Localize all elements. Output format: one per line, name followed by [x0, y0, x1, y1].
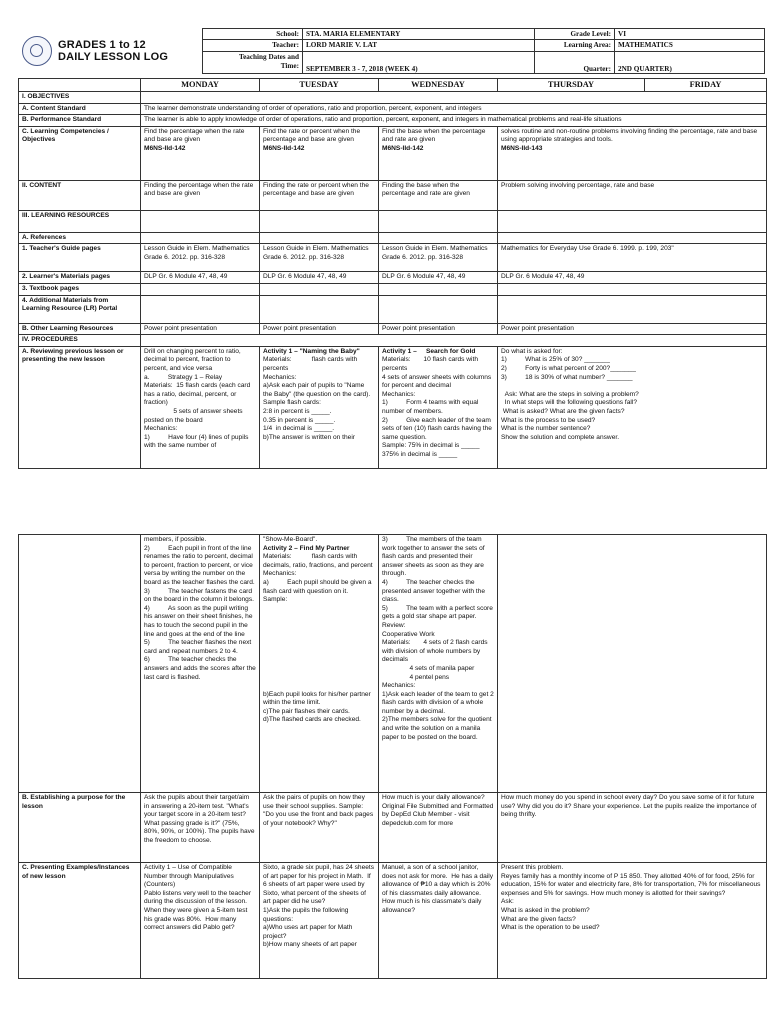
content-label: II. CONTENT — [19, 180, 141, 210]
present-tuesday: Sixto, a grade six pupil, has 24 sheets of art paper for his project in Math. If 6 sheets of art paper were used by Sixto, what percent of the sheets of art paper did he use? 1)Ask the pupils the following questions: a)Who uses art paper for Math project? b)How many sheets of art paper — [260, 863, 379, 979]
additional-materials-label: 4. Additional Materials from Learning Resource (LR) Portal — [19, 295, 141, 323]
header-info-table — [202, 28, 765, 74]
olr-tuesday: Power point presentation — [260, 323, 379, 335]
present-thursday: Present this problem. Reyes family has a monthly income of P 15 850. They allotted 40% of for food, 25% for education, 15% for water and electricity fare, 8% for transportation, 7% for miscellaneous expenses and 5% for savings. How much money is allotted for their savings? Ask: What is asked in the problem? What are the given facts? What is the operation to be used? — [498, 863, 767, 979]
lesson-log-page-1 — [18, 28, 766, 469]
procedures-label: IV. PROCEDURES — [19, 335, 141, 347]
lm-monday: DLP Gr. 6 Module 47, 48, 49 — [141, 272, 260, 284]
logo-area — [18, 28, 202, 74]
continued-monday: members, if possible. 2) Each pupil in front of the line renames the ratio to percent, decimal to percent, fraction to percent, or vice versa by writing the number on the board as the teacher flashes the card. 3) The teacher fastens the card on the board in the column it belongs. 4) As soon as the pupil writing his answer on their sheet finishes, he has to touch the second pupil in the line and goes at the end of the line 5) The teacher flashes the next card and repeat numbers 2 to 4. 6) The teacher checks the answers and adds the scores after the last card is flashed. — [141, 535, 260, 793]
review-tuesday: Activity 1 – "Naming the Baby" Materials: flash cards with percents Mechanics: a)Ask each pair of pupils to "Name the Baby" (the question on the card). Sample flash cards: 2:8 in percent is _____. 0.35 in percent is _____. 1/4 in decimal is _____. b)The answer is written on their — [260, 346, 379, 468]
olr-thursday: Power point presentation — [498, 323, 767, 335]
purpose-monday: Ask the pupils about their target/aim in answering a 20-item test. "What's your target score in a 20-item test? What passing grade is it?" (75%, 80%, 90%, or 100%). The pupils have the freedom to choose. — [141, 793, 260, 863]
day-tuesday: TUESDAY — [260, 79, 379, 92]
continued-wednesday: 3) The members of the team work together to answer the sets of flash cards and presented their answer sheets as soon as they are through. 4) The teacher checks the presented answer together with the class. 5) The team with a perfect score gets a gold star shape art paper. Review: Cooperative Work Materials: 4 sets of 2 flash cards with division of whole numbers by decimals 4 sets of manila paper 4 pentel pens Mechanics: 1)Ask each leader of the team to get 2 flash cards with division of a whole number by a decimal. 2)The members solve for the quotient and write the solution on a manila paper to be posted on the board. — [379, 535, 498, 793]
quarter-value: 2ND QUARTER) — [615, 51, 765, 74]
area-label: Learning Area: — [535, 40, 615, 51]
content-wednesday: Finding the base when the percentage and rate are given — [379, 180, 498, 210]
tg-tuesday: Lesson Guide in Elem. Mathematics Grade 6. 2012. pp. 316-328 — [260, 244, 379, 272]
performance-standard-label: B. Performance Standard — [19, 115, 141, 127]
learners-materials-label: 2. Learner's Materials pages — [19, 272, 141, 284]
school-label: School: — [203, 29, 303, 40]
content-monday: Finding the percentage when the rate and base are given — [141, 180, 260, 210]
area-value: MATHEMATICS — [615, 40, 765, 51]
content-standard-label: A. Content Standard — [19, 103, 141, 115]
purpose-wednesday: How much is your daily allowance? Original File Submitted and Formatted by DepEd Club Member - visit depedclub.com for more — [379, 793, 498, 863]
title-line-2: DAILY LESSON LOG — [58, 51, 169, 63]
teacher-label: Teacher: — [203, 40, 303, 51]
dates-value: SEPTEMBER 3 - 7, 2018 (WEEK 4) — [303, 51, 535, 74]
tg-monday: Lesson Guide in Elem. Mathematics Grade 6. 2012. pp. 316-328 — [141, 244, 260, 272]
teachers-guide-label: 1. Teacher's Guide pages — [19, 244, 141, 272]
content-tuesday: Finding the rate or percent when the percentage and base are given — [260, 180, 379, 210]
presenting-label: C. Presenting Examples/Instances of new lesson — [19, 863, 141, 979]
grade-value: VI — [615, 29, 765, 40]
lm-wednesday: DLP Gr. 6 Module 47, 48, 49 — [379, 272, 498, 284]
purpose-label: B. Establishing a purpose for the lesson — [19, 793, 141, 863]
teacher-value: LORD MARIE V. LAT — [303, 40, 535, 51]
days-header-row — [19, 79, 767, 92]
reviewing-label: A. Reviewing previous lesson or presenting the new lesson — [19, 346, 141, 468]
purpose-tuesday: Ask the pairs of pupils on how they use their school supplies. Sample: "Do you use the front and back pages of your notebook? Why?" — [260, 793, 379, 863]
comp-wednesday: Find the base when the percentage and rate are given M6NS-IId-142 — [379, 126, 498, 180]
references-label: A. References — [19, 232, 141, 244]
content-thursday: Problem solving involving percentage, rate and base — [498, 180, 767, 210]
lesson-table-1 — [18, 78, 767, 469]
review-thursday: Do what is asked for: 1) What is 25% of 30? _______ 2) Forty is what percent of 200?_______ 3) 18 is 30% of what number? _______ Ask: What are the steps in solving a problem? In what steps will the following questions fall? What is asked? What are the given facts? What is the process to be used? What is the number sentence? Show the solution and complete answer. — [498, 346, 767, 468]
lm-thursday: DLP Gr. 6 Module 47, 48, 49 — [498, 272, 767, 284]
dates-label: Teaching Dates and Time: — [203, 51, 303, 74]
day-friday: FRIDAY — [645, 79, 767, 92]
day-thursday: THURSDAY — [498, 79, 645, 92]
school-value: STA. MARIA ELEMENTARY — [303, 29, 535, 40]
comp-monday: Find the percentage when the rate and base are given M6NS-IId-142 — [141, 126, 260, 180]
objectives-label: I. OBJECTIVES — [19, 92, 141, 104]
tg-wednesday: Lesson Guide in Elem. Mathematics Grade 6. 2012. pp. 316-328 — [379, 244, 498, 272]
present-monday: Activity 1 – Use of Compatible Number through Manipulatives (Counters) Pablo listens very well to the teacher during the discussion of the lesson. When they were given a 5-item test his grade was 80%. How many correct answers did Pablo get? — [141, 863, 260, 979]
competencies-label: C. Learning Competencies / Objectives — [19, 126, 141, 180]
olr-monday: Power point presentation — [141, 323, 260, 335]
present-wednesday: Manuel, a son of a school janitor, does not ask for more. He has a daily allowance of ₱10 a day which is 20% of his classmates daily allowance. How much is his classmate's daily allowance? — [379, 863, 498, 979]
continued-tuesday: "Show-Me-Board". Activity 2 – Find My Partner Materials: flash cards with decimals, ratio, fractions, and percent Mechanics: a) Each pupil should be given a flash card with question on it. Sample: b)Each pupil looks for his/her partner within the time limit. c)The pair flashes their cards. d)The flashed cards are checked. — [260, 535, 379, 793]
tg-thursday: Mathematics for Everyday Use Grade 6. 1999. p. 199, 203" — [498, 244, 767, 272]
performance-standard: The learner is able to apply knowledge of order of operations, ratio and proportion, percent, exponent, and integers in mathematical problems and real-life situations — [141, 115, 767, 127]
quarter-label: Quarter: — [535, 51, 615, 74]
comp-tuesday: Find the rate or percent when the percentage and base are given M6NS-IId-142 — [260, 126, 379, 180]
lesson-log-page-2 — [18, 534, 766, 979]
grade-label: Grade Level: — [535, 29, 615, 40]
day-monday: MONDAY — [141, 79, 260, 92]
resources-label: III. LEARNING RESOURCES — [19, 210, 141, 232]
title-line-1: GRADES 1 to 12 — [58, 39, 146, 51]
olr-wednesday: Power point presentation — [379, 323, 498, 335]
content-standard: The learner demonstrate understanding of order of operations, ratio and proportion, percent, exponent, and integers — [141, 103, 767, 115]
review-wednesday: Activity 1 – Search for Gold Materials: 10 flash cards with percents 4 sets of answer sheets with columns for percent and decimal Mechanics: 1) Form 4 teams with equal number of members. 2) Give each leader of the team sets of ten (10) flash cards having the same question. Sample: 75% in decimal is _____ 375% in decimal is _____ — [379, 346, 498, 468]
other-resources-label: B. Other Learning Resources — [19, 323, 141, 335]
review-monday: Drill on changing percent to ratio, decimal to percent, fraction to percent, and vice versa a. Strategy 1 – Relay Materials: 15 flash cards (each card has a ratio, decimal, percent, or fraction) 5 sets of answer sheets posted on the board Mechanics: 1) Have four (4) lines of pupils with the same number of — [141, 346, 260, 468]
day-wednesday: WEDNESDAY — [379, 79, 498, 92]
textbook-label: 3. Textbook pages — [19, 283, 141, 295]
lm-tuesday: DLP Gr. 6 Module 47, 48, 49 — [260, 272, 379, 284]
header — [18, 28, 766, 74]
comp-thursday: solves routine and non-routine problems involving finding the percentage, rate and base using appropriate strategies and tools. M6NS-IId-143 — [498, 126, 767, 180]
lesson-table-2 — [18, 534, 767, 979]
deped-seal-icon — [22, 36, 52, 66]
purpose-thursday: How much money do you spend in school every day? Do you save some of it for future use? Why did you do it? Share your experience. Let the pupils realize the importance of being thrifty. — [498, 793, 767, 863]
